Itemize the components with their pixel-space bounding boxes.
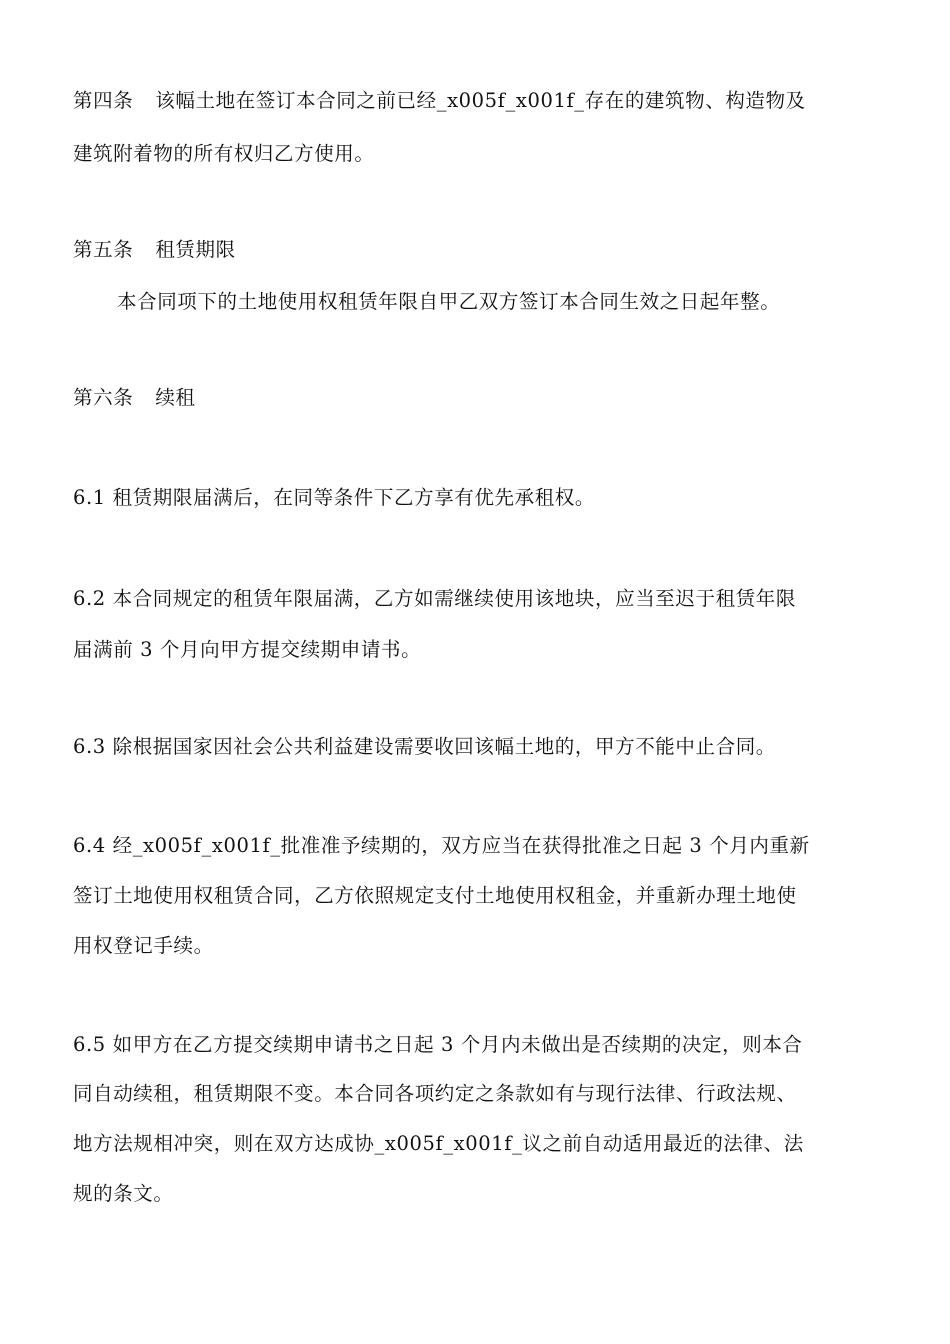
- clause-6-4-line-3: 用权登记手续。: [73, 934, 214, 957]
- article-4-text-1: 该幅土地在签订本合同之前已经_x005f_x001f_存在的建筑物、构造物及: [155, 89, 806, 112]
- clause-6-5-line-1: 6.5 如甲方在乙方提交续期申请书之日起 3 个月内未做出是否续期的决定，则本合: [73, 1033, 803, 1056]
- article-4-line-1: [73, 89, 806, 113]
- clause-6-5-line-4: 规的条文。: [73, 1182, 174, 1205]
- article-4-line-2: 建筑附着物的所有权归乙方使用。: [73, 142, 375, 165]
- article-6-title: 续租: [155, 386, 196, 409]
- clause-6-1: 6.1 租赁期限届满后，在同等条件下乙方享有优先承租权。: [73, 486, 596, 509]
- clause-6-4-line-2: 签订土地使用权租赁合同，乙方依照规定支付土地使用权租金，并重新办理土地使: [73, 884, 797, 907]
- clause-6-2-line-1: 6.2 本合同规定的租赁年限届满，乙方如需继续使用该地块，应当至迟于租赁年限: [73, 587, 797, 610]
- article-6-label: 第六条: [73, 386, 134, 409]
- clause-6-5-line-2: 同自动续租，租赁期限不变。本合同各项约定之条款如有与现行法律、行政法规、: [73, 1082, 797, 1105]
- article-5-heading: [73, 238, 236, 262]
- article-5-label: 第五条: [73, 238, 134, 261]
- clause-6-2-line-2: 届满前 3 个月向甲方提交续期申请书。: [73, 638, 422, 661]
- clause-6-3: 6.3 除根据国家因社会公共利益建设需要收回该幅土地的，甲方不能中止合同。: [73, 735, 776, 758]
- article-6-heading: [73, 386, 196, 410]
- article-5-body: 本合同项下的土地使用权租赁年限自甲乙双方签订本合同生效之日起年整。: [117, 290, 781, 313]
- article-5-title: 租赁期限: [155, 238, 236, 261]
- clause-6-4-line-1: 6.4 经_x005f_x001f_批准准予续期的，双方应当在获得批准之日起 3 个月内重新: [73, 834, 810, 857]
- clause-6-5-line-3: 地方法规相冲突，则在双方达成协_x005f_x001f_议之前自动适用最近的法律、法: [73, 1132, 804, 1155]
- article-4-label: 第四条: [73, 89, 134, 112]
